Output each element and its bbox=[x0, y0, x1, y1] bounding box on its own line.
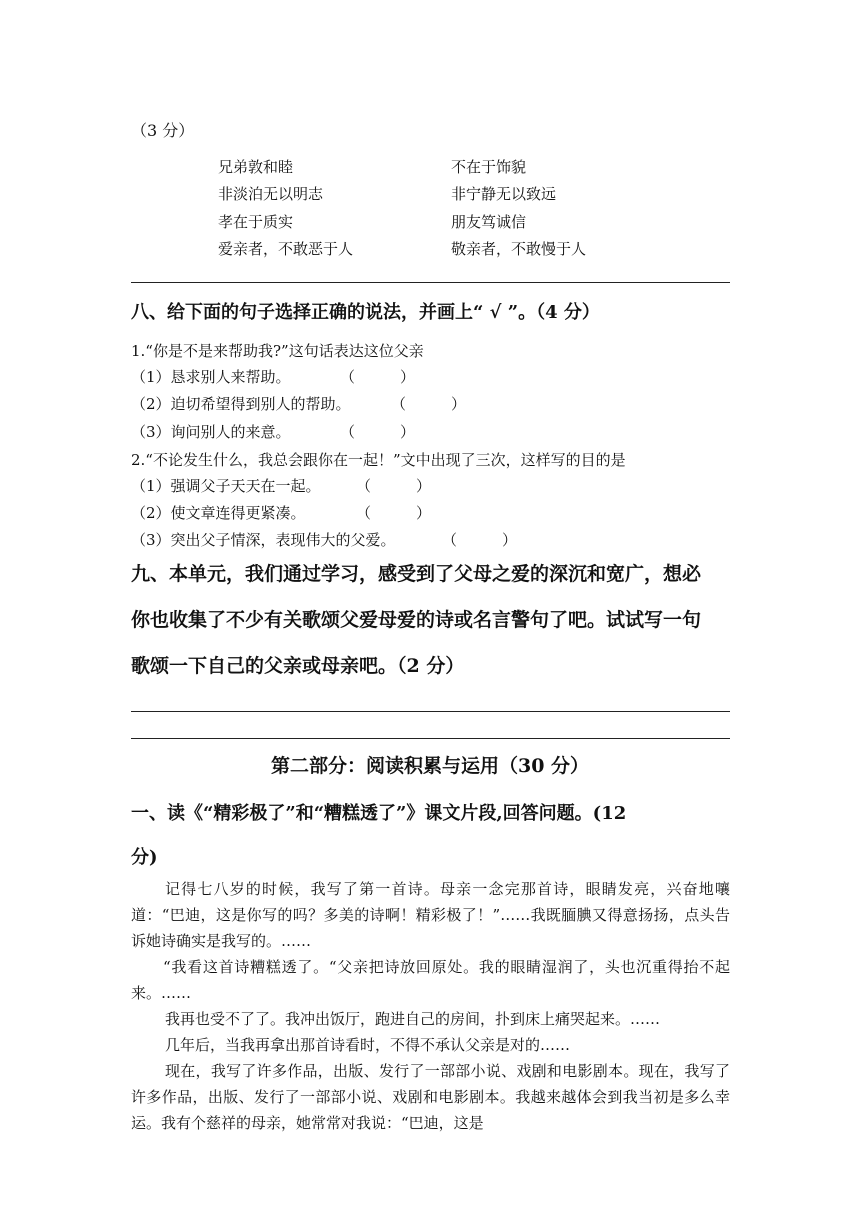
pair1-left: 兄弟敦和睦 bbox=[218, 158, 294, 176]
pair3-left: 孝在于质实 bbox=[218, 213, 294, 231]
answer-line bbox=[131, 282, 730, 283]
part2-title: 第二部分：阅读积累与运用（30 分） bbox=[270, 755, 590, 777]
q2-option-1: （1）强调父子天天在一起。 bbox=[131, 477, 321, 495]
section-divider bbox=[131, 738, 730, 739]
passage-paragraph: 现在，我写了许多作品，出版、发行了一部部小说、戏剧和电影剧本。现在，我写了许多作品，出版、发行了一部部小说、戏剧和电影剧本。我越来越体会到我当初是多么幸运。我有个慈祥的母亲，她常常对我说：“巴迪，这是 bbox=[131, 1062, 730, 1132]
section7-score: （3 分） bbox=[131, 121, 195, 140]
passage-paragraph: 记得七八岁的时候，我写了第一首诗。母亲一念完那首诗，眼睛发亮，兴奋地嚷道：“巴迪，这是你写的吗？多美的诗啊！精彩极了！”……我既腼腆又得意扬扬，点头告诉她诗确实是我写的。…… bbox=[131, 880, 730, 950]
pair1-right: 不在于饰貌 bbox=[451, 158, 527, 176]
pair4-left: 爱亲者，不敢恶于人 bbox=[218, 240, 354, 258]
q2-stem: 2.“不论发生什么，我总会跟你在一起！”文中出现了三次，这样写的目的是 bbox=[131, 451, 626, 469]
q2-option-2-bracket: （ ） bbox=[356, 504, 432, 522]
q2-option-3: （3）突出父子情深，表现伟大的父爱。 bbox=[131, 531, 396, 549]
q2-option-2: （2）使文章连得更紧凑。 bbox=[131, 504, 306, 522]
q2-option-1-bracket: （ ） bbox=[356, 477, 432, 495]
part2-q1-heading-line-2: 分) bbox=[131, 847, 158, 868]
passage-paragraph: 几年后，当我再拿出那首诗看时，不得不承认父亲是对的…… bbox=[165, 1036, 571, 1054]
passage-paragraph: 我再也受不了了。我冲出饭厅，跑进自己的房间，扑到床上痛哭起来。…… bbox=[165, 1010, 661, 1028]
pair4-right: 敬亲者，不敢慢于人 bbox=[451, 240, 587, 258]
passage-paragraph: “我看这首诗糟糕透了。“父亲把诗放回原处。我的眼睛湿润了，头也沉重得抬不起来。…… bbox=[131, 958, 730, 1002]
answer-line bbox=[131, 711, 730, 712]
part2-q1-heading-line-1: 一、读《“精彩极了”和“糟糕透了”》课文片段,回答问题。(12 bbox=[131, 803, 627, 824]
section9-line-1: 九、本单元，我们通过学习，感受到了父母之爱的深沉和宽广，想必 bbox=[131, 563, 702, 585]
pair3-right: 朋友笃诚信 bbox=[451, 213, 527, 231]
pair2-left: 非淡泊无以明志 bbox=[218, 185, 324, 203]
q2-option-3-bracket: （ ） bbox=[442, 531, 518, 549]
q1-option-2: （2）迫切希望得到别人的帮助。 bbox=[131, 395, 351, 413]
section8-title: 八、给下面的句子选择正确的说法，并画上“ √ ”。（4 分） bbox=[131, 302, 600, 323]
section9-line-2: 你也收集了不少有关歌颂父爱母爱的诗或名言警句了吧。试试写一句 bbox=[131, 609, 702, 631]
q1-option-2-bracket: （ ） bbox=[391, 395, 467, 413]
section9-line-3: 歌颂一下自己的父亲或母亲吧。（2 分） bbox=[131, 655, 465, 677]
q1-stem: 1.“你是不是来帮助我?”这句话表达这位父亲 bbox=[131, 342, 424, 360]
q1-option-1: （1）恳求别人来帮助。 bbox=[131, 368, 291, 386]
q1-option-1-bracket: （ ） bbox=[340, 368, 416, 386]
pair2-right: 非宁静无以致远 bbox=[451, 185, 557, 203]
q1-option-3: （3）询问别人的来意。 bbox=[131, 423, 291, 441]
reading-passage bbox=[131, 876, 730, 1136]
q1-option-3-bracket: （ ） bbox=[340, 423, 416, 441]
